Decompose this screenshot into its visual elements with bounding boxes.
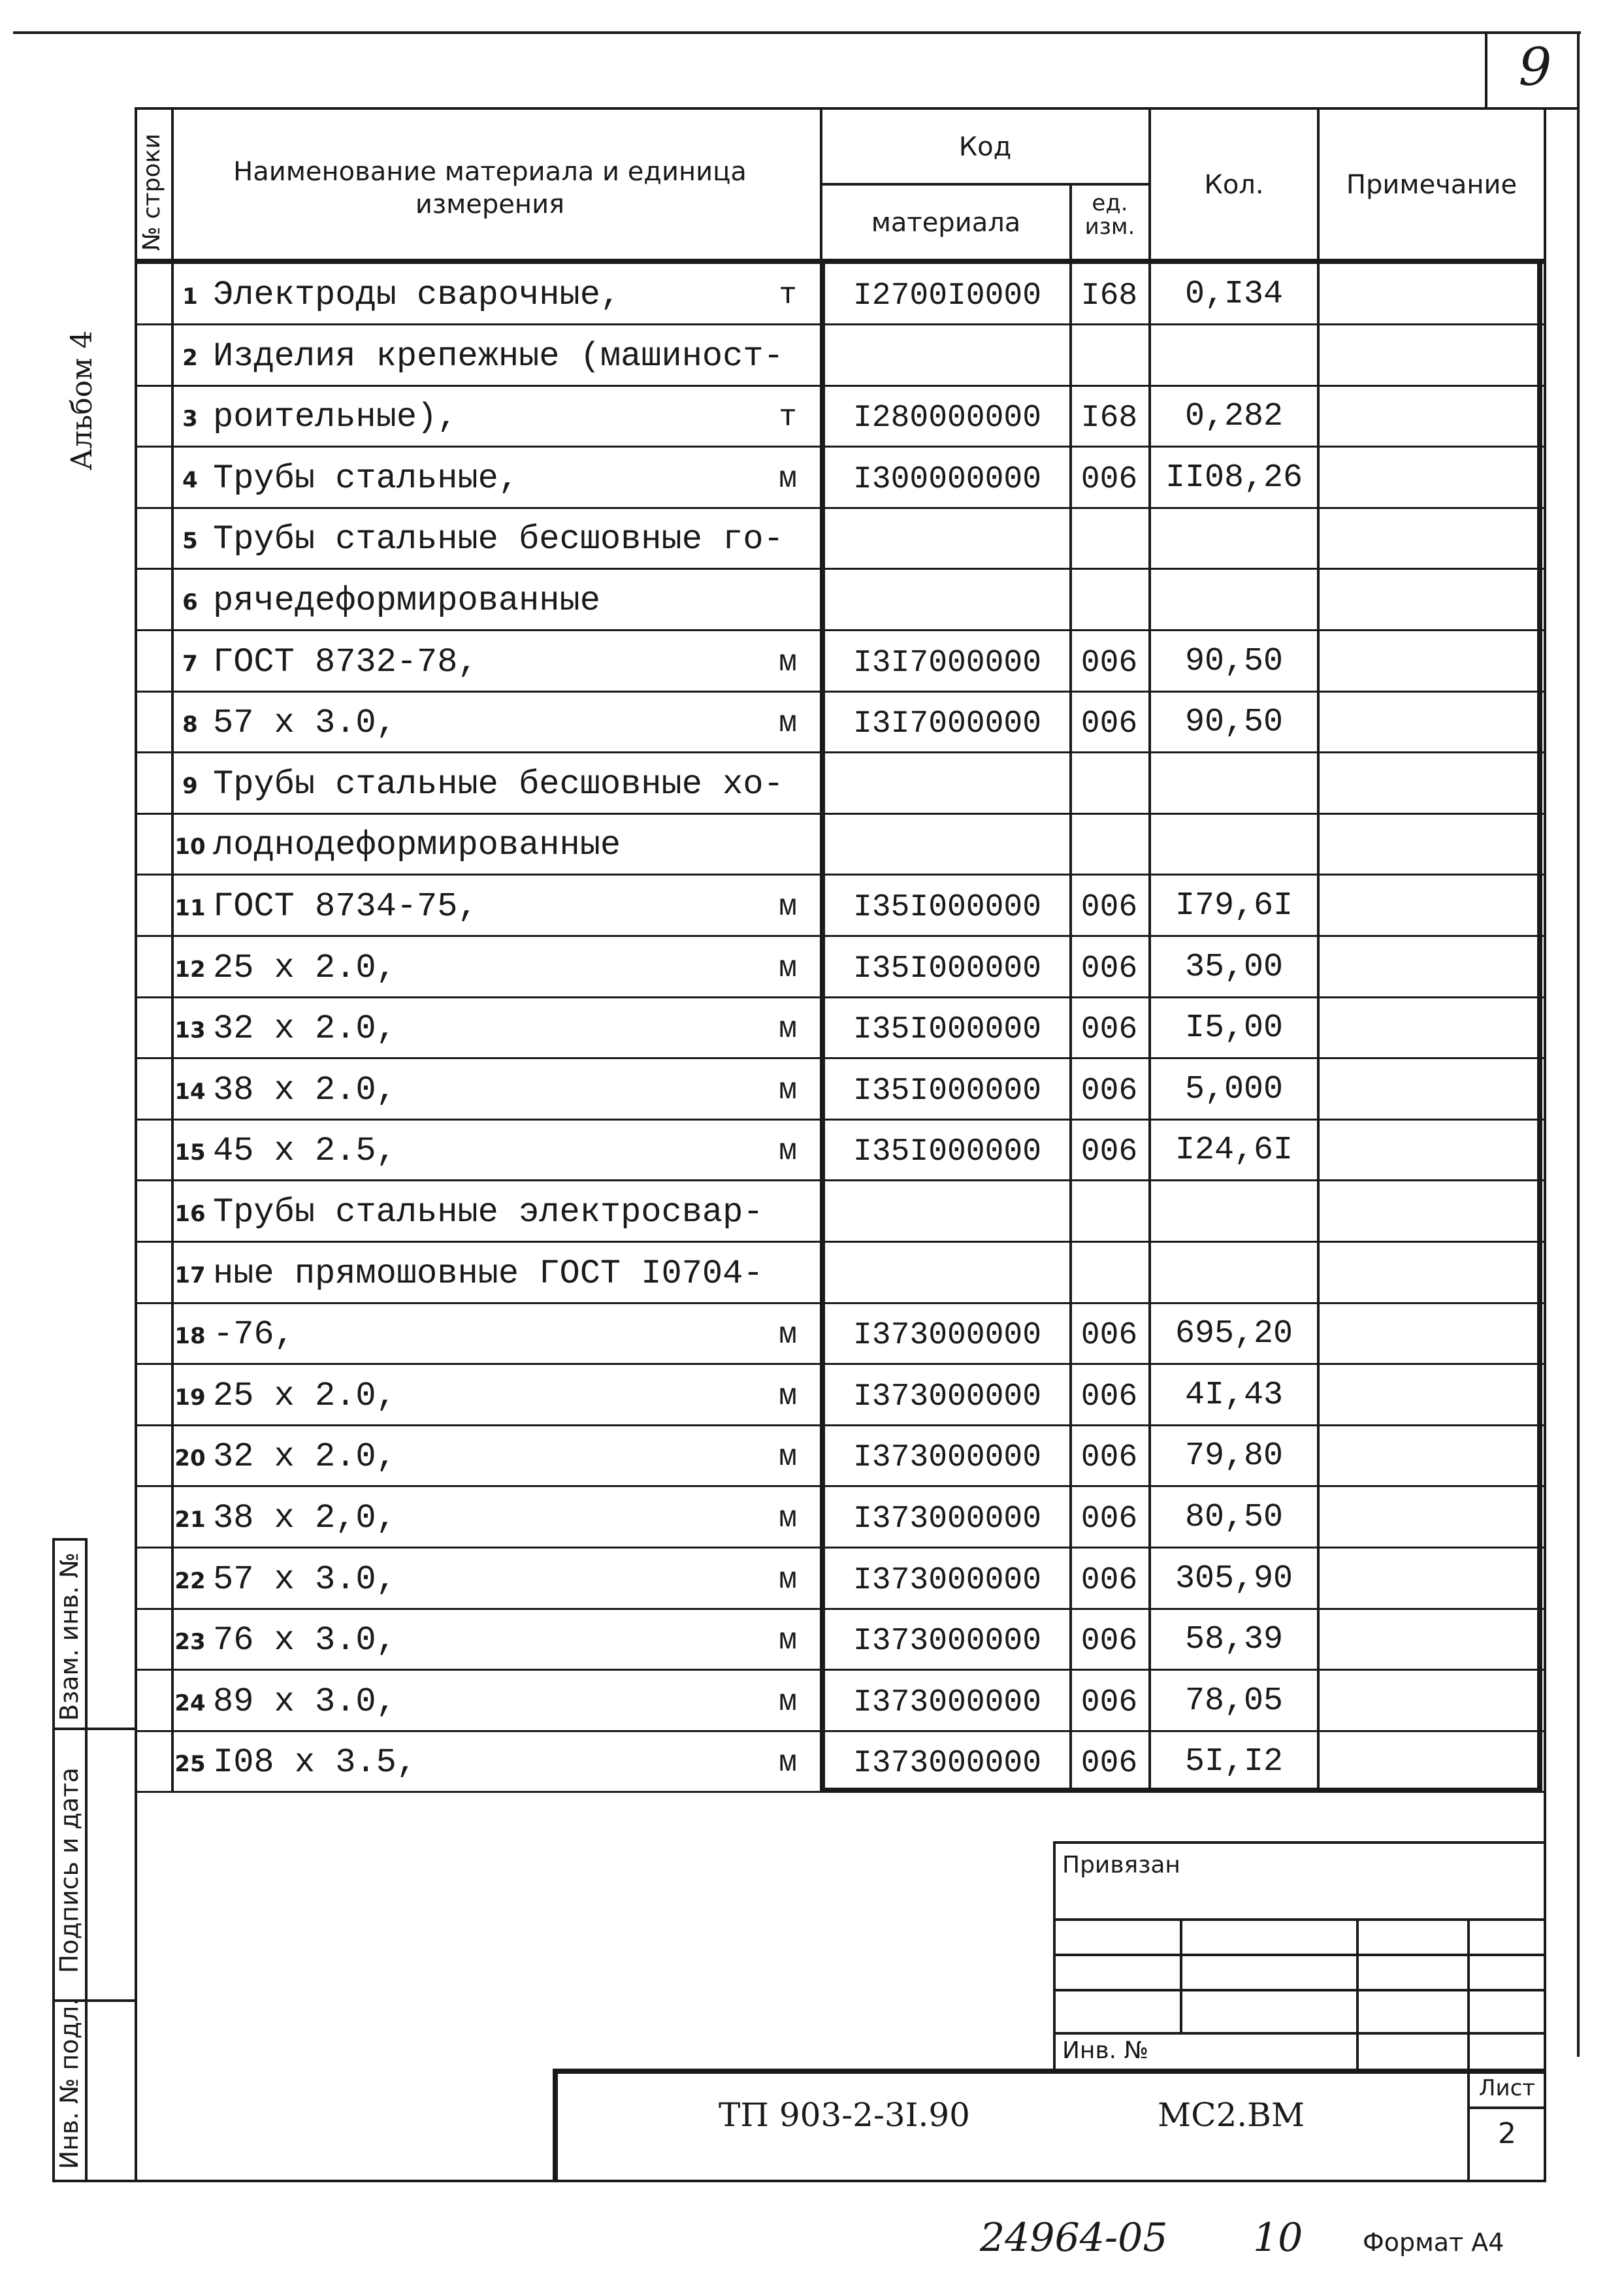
row-number: 11 [174, 895, 206, 921]
table-row [135, 1609, 1546, 1671]
quantity: 5I,I2 [1184, 1743, 1284, 1780]
row-number: 7 [182, 651, 198, 677]
unit: м [779, 1012, 797, 1046]
material-name: 32 х 2.0, [213, 1009, 397, 1048]
unit-code: 006 [1080, 1073, 1138, 1109]
row-number: 19 [174, 1385, 206, 1411]
material-code: I35I000000 [853, 1134, 1042, 1170]
row-number: 4 [182, 467, 198, 493]
unit-code: I68 [1080, 278, 1138, 314]
material-name: 89 х 3.0, [213, 1682, 397, 1721]
material-name: 25 х 2.0, [213, 949, 397, 987]
footer-handwritten-number-2: 10 [1253, 2215, 1303, 2261]
material-code: I300000000 [853, 462, 1042, 497]
row-number: 5 [182, 528, 198, 554]
material-code: I35I000000 [853, 890, 1042, 925]
quantity: 80,50 [1184, 1499, 1284, 1536]
header-material: материала [871, 208, 1021, 238]
material-name: Электроды сварочные, [213, 276, 621, 314]
material-name: Трубы стальные бесшовные го- [213, 520, 784, 559]
row-number: 2 [182, 345, 198, 371]
quantity: 695,20 [1175, 1315, 1293, 1352]
material-code: I373000000 [853, 1746, 1042, 1781]
header-row-no [136, 111, 171, 257]
unit-code: 006 [1080, 706, 1138, 742]
row-number: 15 [174, 1139, 206, 1166]
quantity: I5,00 [1184, 1009, 1284, 1047]
quantity: 5,000 [1184, 1071, 1284, 1108]
unit-code: 006 [1080, 1624, 1138, 1659]
row-number: 10 [174, 834, 206, 860]
quantity: 90,50 [1184, 704, 1284, 741]
unit-code: 006 [1080, 646, 1138, 681]
quantity: 35,00 [1184, 949, 1284, 986]
material-code: I373000000 [853, 1563, 1042, 1598]
row-number: 20 [174, 1445, 206, 1471]
tb-top-line [1053, 1841, 1546, 1844]
material-name: 25 х 2.0, [213, 1377, 397, 1415]
material-code: I280000000 [853, 401, 1042, 436]
material-code: I3I7000000 [853, 646, 1042, 681]
tb-col-2 [1356, 1918, 1359, 2071]
quantity: 0,282 [1184, 398, 1284, 435]
footer-format: Формат А4 [1363, 2228, 1504, 2257]
table-row [135, 448, 1546, 509]
table-row [135, 325, 1546, 387]
row-number: 23 [174, 1629, 206, 1655]
material-name: Изделия крепежные (машиност- [213, 337, 784, 376]
tb-main-left-line [553, 2069, 558, 2182]
table-row [135, 1181, 1546, 1243]
header-top-line [135, 107, 1546, 110]
row-number: 6 [182, 589, 198, 615]
material-name: -76, [213, 1315, 295, 1354]
unit: м [779, 1440, 797, 1474]
row-number: 18 [174, 1323, 206, 1349]
unit: м [779, 646, 797, 680]
material-code: I35I000000 [853, 1073, 1042, 1109]
table-row [135, 631, 1546, 693]
material-code: I373000000 [853, 1685, 1042, 1720]
material-name: Трубы стальные, [213, 459, 519, 498]
unit: м [779, 1379, 797, 1413]
row-number: 22 [174, 1568, 206, 1594]
footer-handwritten-number: 24964-05 [980, 2215, 1168, 2261]
quantity: 78,05 [1184, 1682, 1284, 1720]
unit-code: 006 [1080, 1379, 1138, 1415]
tb-col-1 [1180, 1918, 1182, 2032]
quantity: 79,80 [1184, 1437, 1284, 1475]
quantity: I79,6I [1175, 887, 1293, 925]
material-code: I3I7000000 [853, 706, 1042, 742]
table-row [135, 1487, 1546, 1548]
stamp-sep-1 [52, 1728, 136, 1730]
tb-privyazan: Привязан [1062, 1852, 1180, 1878]
tb-sheet-label: Лист [1478, 2075, 1536, 2101]
material-name: 38 х 2,0, [213, 1499, 397, 1537]
unit: м [779, 1134, 797, 1168]
table-row [135, 1059, 1546, 1121]
tb-inv-no: Инв. № [1062, 2037, 1149, 2064]
row-number: 25 [174, 1751, 206, 1777]
tb-sheet-no: 2 [1498, 2117, 1516, 2150]
unit: т [779, 401, 797, 434]
tb-doc-code: МС2.ВМ [1158, 2096, 1305, 2134]
material-name: Трубы стальные бесшовные хо- [213, 765, 784, 804]
header-name: Наименование материала и единица измерения [233, 157, 747, 220]
row-number: 1 [182, 284, 198, 310]
row-number: 17 [174, 1262, 206, 1288]
unit: м [779, 1746, 797, 1780]
unit-code: 006 [1080, 1746, 1138, 1781]
row-number: 8 [182, 712, 198, 738]
material-name: рячедеформированные [213, 582, 600, 620]
table-row [135, 1671, 1546, 1732]
material-code: I35I000000 [853, 951, 1042, 987]
tb-line-1 [1053, 1918, 1546, 1921]
unit-code: 006 [1080, 1501, 1138, 1537]
unit: м [779, 1501, 797, 1535]
tb-line-4 [1053, 2032, 1546, 2035]
unit: м [779, 1073, 797, 1107]
unit: м [779, 951, 797, 985]
tb-main-top-line [553, 2069, 1546, 2074]
material-name: ные прямошовные ГОСТ I0704- [213, 1254, 764, 1293]
table-row [135, 264, 1546, 325]
header-qty: Кол. [1204, 170, 1264, 200]
material-name: 57 х 3.0, [213, 1560, 397, 1599]
tb-line-2 [1053, 1954, 1546, 1956]
page-box-right [1577, 31, 1580, 2057]
stamp-podpis-data: Подпись и дата [55, 1767, 84, 1973]
material-name: 57 х 3.0, [213, 704, 397, 742]
tb-sheet-sep [1467, 2106, 1546, 2109]
row-number: 12 [174, 957, 206, 983]
table-row [135, 386, 1546, 448]
table-row [135, 508, 1546, 570]
quantity: 58,39 [1184, 1621, 1284, 1658]
row-number: 9 [182, 773, 198, 799]
stamp-inv-podl: Инв. № подл. [55, 1997, 84, 2169]
row-number: 14 [174, 1079, 206, 1105]
unit-code: 006 [1080, 951, 1138, 987]
frame-bottom [135, 2180, 1546, 2182]
unit-code: 006 [1080, 462, 1138, 497]
header-unit-code: ед. изм. [1084, 190, 1135, 240]
material-code: I373000000 [853, 1501, 1042, 1537]
header-code: Код [958, 132, 1012, 162]
unit: т [779, 278, 797, 312]
material-name: 38 х 2.0, [213, 1071, 397, 1109]
unit-code: I68 [1080, 401, 1138, 436]
table-row [135, 937, 1546, 998]
unit-code: 006 [1080, 1134, 1138, 1170]
quantity: 4I,43 [1184, 1377, 1284, 1414]
table-row [135, 1548, 1546, 1610]
quantity: 0,I34 [1184, 276, 1284, 313]
stamp-top-line [52, 1538, 88, 1541]
material-code: I35I000000 [853, 1012, 1042, 1047]
quantity: 90,50 [1184, 643, 1284, 680]
tb-designation: ТП 903-2-3I.90 [719, 2096, 970, 2134]
tb-left-line [1053, 1841, 1056, 2071]
quantity: I24,6I [1175, 1132, 1293, 1169]
material-code: I373000000 [853, 1379, 1042, 1415]
table-row [135, 570, 1546, 631]
table-row [135, 876, 1546, 937]
unit-code: 006 [1080, 1012, 1138, 1047]
top-edge-line [13, 31, 1581, 34]
material-name: роительные), [213, 398, 458, 436]
code-subheader-line [820, 183, 1150, 186]
quantity: 305,90 [1175, 1560, 1293, 1598]
header-note: Примечание [1346, 170, 1518, 200]
material-code: I373000000 [853, 1440, 1042, 1475]
table-row [135, 1243, 1546, 1304]
unit: м [779, 706, 797, 740]
row-number: 21 [174, 1507, 206, 1533]
material-name: Трубы стальные электросвар- [213, 1193, 764, 1232]
row-number: 13 [174, 1017, 206, 1043]
page-box-left [1485, 31, 1487, 110]
stamp-bottom-line [52, 2180, 136, 2182]
material-name: ГОСТ 8734-75, [213, 887, 478, 926]
unit-code: 006 [1080, 1318, 1138, 1353]
row-divider [135, 1791, 1546, 1793]
row-number: 24 [174, 1690, 206, 1716]
table-row [135, 1365, 1546, 1426]
unit-code: 006 [1080, 890, 1138, 925]
table-row [135, 814, 1546, 876]
unit: м [779, 1624, 797, 1658]
material-name: 45 х 2.5, [213, 1132, 397, 1170]
table-row [135, 1731, 1546, 1793]
stamp-vzam-inv: Взам. инв. № [55, 1552, 84, 1721]
material-name: ГОСТ 8732-78, [213, 643, 478, 681]
table-row [135, 1303, 1546, 1365]
material-code: I2700I0000 [853, 278, 1042, 314]
album-label: Альбом 4 [65, 330, 99, 470]
material-name: 32 х 2.0, [213, 1437, 397, 1476]
unit: м [779, 890, 797, 924]
header-row-no-text: № строки [138, 133, 165, 251]
material-code: I373000000 [853, 1624, 1042, 1659]
material-name: I08 х 3.5, [213, 1743, 417, 1782]
unit: м [779, 1685, 797, 1719]
tb-line-3 [1053, 1989, 1546, 1991]
row-number: 3 [182, 406, 198, 432]
table-row [135, 1426, 1546, 1487]
unit: м [779, 462, 797, 496]
table-row [135, 998, 1546, 1059]
material-code: I373000000 [853, 1318, 1042, 1353]
unit: м [779, 1318, 797, 1352]
unit-code: 006 [1080, 1440, 1138, 1475]
quantity: II08,26 [1165, 459, 1303, 497]
unit-code: 006 [1080, 1563, 1138, 1598]
unit: м [779, 1563, 797, 1597]
table-row [135, 753, 1546, 815]
material-name: 76 х 3.0, [213, 1621, 397, 1660]
page-number-top: 9 [1518, 37, 1552, 97]
table-row [135, 692, 1546, 753]
row-number: 16 [174, 1201, 206, 1227]
unit-code: 006 [1080, 1685, 1138, 1720]
stamp-mid-line [85, 1538, 88, 2182]
table-row [135, 1120, 1546, 1181]
material-name: лоднодеформированные [213, 826, 621, 864]
